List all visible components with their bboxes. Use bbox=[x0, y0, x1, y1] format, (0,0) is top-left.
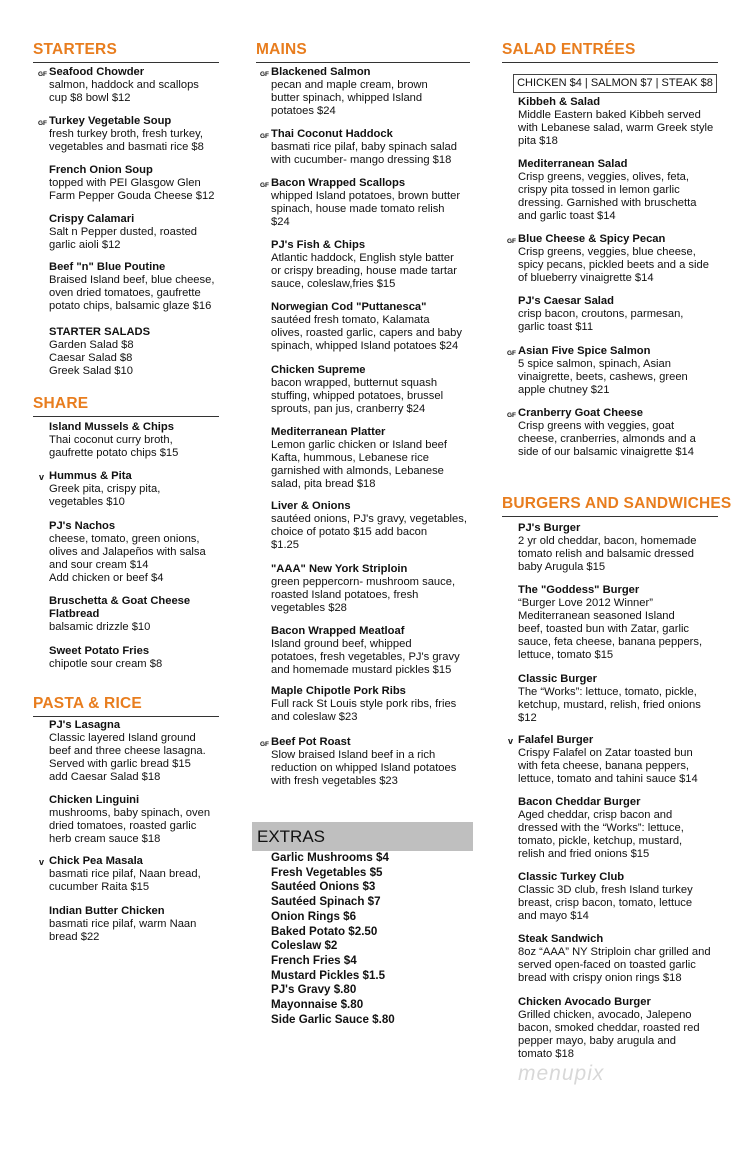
pasta-item bbox=[49, 794, 210, 846]
section-title-mains: MAINS bbox=[256, 41, 307, 58]
burgers-item bbox=[518, 933, 711, 985]
item-description: 2 yr old cheddar, bacon, homemade tomato relish and balsamic dressed baby Arugula $15 bbox=[518, 535, 697, 573]
extras-item: Coleslaw $2 bbox=[271, 939, 338, 953]
salads-item bbox=[507, 345, 688, 397]
extras-header bbox=[252, 822, 473, 851]
item-description: sautéed fresh tomato, Kalamata olives, roasted garlic, capers and baby spinach, whipped Island potatoes $24 bbox=[271, 314, 462, 352]
item-name: "AAA" New York Striploin bbox=[271, 563, 408, 575]
item-name: Mediterranean Platter bbox=[271, 426, 386, 438]
item-name: Crispy Calamari bbox=[49, 213, 135, 225]
item-description: Grilled chicken, avocado, Jalepeno bacon, smoked cheddar, roasted red pepper mayo, baby arugula and tomato $18 bbox=[518, 1009, 700, 1060]
item-description: chipotle sour cream $8 bbox=[49, 658, 163, 670]
extras-item: Garlic Mushrooms $4 bbox=[271, 851, 389, 864]
item-name: Maple Chipotle Pork Ribs bbox=[271, 685, 406, 697]
salads-item bbox=[507, 407, 696, 459]
item-description: Salt n Pepper dusted, roasted garlic aioli $12 bbox=[49, 226, 198, 251]
item-name: Norwegian Cod "Puttanesca" bbox=[271, 301, 427, 313]
item-description: salmon, haddock and scallops cup $8 bowl $12 bbox=[49, 79, 199, 104]
item-description: Classic 3D club, fresh Island turkey breast, crisp bacon, tomato, lettuce and mayo $14 bbox=[518, 884, 693, 922]
mains-item bbox=[260, 128, 457, 167]
item-name: Steak Sandwich bbox=[518, 933, 604, 945]
item-description: Crisp greens with veggies, goat cheese, cranberries, almonds and a side of our balsamic vinaigrette $14 bbox=[518, 420, 696, 458]
pasta-item bbox=[49, 719, 206, 784]
item-description: crisp bacon, croutons, parmesan, garlic toast $11 bbox=[518, 308, 684, 333]
item-description: cheese, tomato, green onions, olives and Jalapeños with salsa and sour cream $14 Add chicken or beef $4 bbox=[49, 533, 206, 584]
item-name: Kibbeh & Salad bbox=[518, 96, 601, 108]
item-description: Crisp greens, veggies, blue cheese, spicy pecans, pickled beets and a side of blueberry vinaigrette $14 bbox=[518, 246, 709, 284]
item-name: Beef Pot Roast bbox=[271, 736, 351, 748]
extras-item: Mustard Pickles $1.5 bbox=[271, 968, 386, 982]
item-name: Cranberry Goat Cheese bbox=[518, 407, 643, 419]
mains-item bbox=[271, 500, 467, 552]
section-rule bbox=[33, 716, 219, 717]
item-name: Mediterranean Salad bbox=[518, 158, 628, 170]
mains-item bbox=[260, 177, 461, 229]
item-name: Chicken Linguini bbox=[49, 794, 140, 806]
item-description: Full rack St Louis style pork ribs, fries and coleslaw $23 bbox=[271, 698, 457, 723]
mains-item bbox=[271, 301, 462, 353]
section-title-salads: SALAD ENTRÉES bbox=[502, 41, 636, 58]
share-item bbox=[49, 421, 178, 460]
item-name: Beef "n" Blue Poutine bbox=[49, 261, 166, 273]
burgers-item bbox=[518, 796, 684, 861]
gluten-free-badge: GF bbox=[507, 412, 517, 419]
item-description: Aged cheddar, crisp bacon and dressed with the “Works”: lettuce, tomato, pickle, ketchup, mustard, relish and fried onions $15 bbox=[518, 809, 684, 860]
item-name: Turkey Vegetable Soup bbox=[49, 115, 172, 127]
share-item bbox=[49, 595, 190, 634]
item-description: 5 spice salmon, spinach, Asian vinaigrette, beets, cashews, green apple chutney $21 bbox=[518, 358, 688, 396]
item-description: Thai coconut curry broth, gaufrette potato chips $15 bbox=[49, 434, 179, 459]
item-description: basmati rice pilaf, warm Naan bread $22 bbox=[49, 918, 197, 943]
mains-item bbox=[271, 685, 456, 724]
gluten-free-badge: GF bbox=[38, 71, 48, 78]
item-description: Garden Salad $8 Caesar Salad $8 Greek Salad $10 bbox=[49, 339, 134, 377]
item-description: basmati rice pilaf, baby spinach salad with cucumber- mango dressing $18 bbox=[271, 141, 457, 166]
mains-item bbox=[271, 426, 447, 491]
gluten-free-badge: GF bbox=[38, 120, 48, 127]
pasta-item bbox=[39, 855, 201, 894]
item-description: Crisp greens, veggies, olives, feta, crispy pita tossed in lemon garlic dressing. Garnished with bruschetta and garlic toast $14 bbox=[518, 171, 697, 222]
vegetarian-badge: v bbox=[508, 736, 514, 746]
item-name: Bacon Wrapped Scallops bbox=[271, 177, 406, 189]
burgers-item bbox=[508, 734, 698, 786]
item-name: The "Goddess" Burger bbox=[518, 584, 640, 596]
item-name: Blue Cheese & Spicy Pecan bbox=[518, 233, 666, 245]
burgers-item bbox=[518, 996, 700, 1061]
item-name: Sweet Potato Fries bbox=[49, 645, 150, 657]
share-item bbox=[49, 645, 162, 671]
item-name: PJ's Caesar Salad bbox=[518, 295, 614, 307]
item-name: PJ's Fish & Chips bbox=[271, 239, 366, 251]
item-description: The “Works”: lettuce, tomato, pickle, ketchup, mustard, relish, fried onions $12 bbox=[518, 686, 701, 724]
item-name: Island Mussels & Chips bbox=[49, 421, 174, 433]
item-description: Crispy Falafel on Zatar toasted bun with feta cheese, banana peppers, lettuce, tomato and tahini sauce $14 bbox=[518, 747, 698, 785]
item-name: Falafel Burger bbox=[518, 734, 594, 746]
item-description: whipped Island potatoes, brown butter spinach, house made tomato relish $24 bbox=[271, 190, 461, 228]
item-description: green peppercorn- mushroom sauce, roasted Island potatoes, fresh vegetables $28 bbox=[271, 576, 456, 614]
item-description: Middle Eastern baked Kibbeh served with Lebanese salad, warm Greek style pita $18 bbox=[518, 109, 714, 147]
starters-item bbox=[38, 66, 199, 105]
salads-item bbox=[518, 158, 696, 223]
item-name: Chicken Supreme bbox=[271, 364, 366, 376]
item-description: bacon wrapped, butternut squash stuffing, whipped potatoes, brussel sprouts, pan jus, cranberry $24 bbox=[271, 377, 444, 415]
starters-item bbox=[49, 164, 214, 203]
starters-item bbox=[49, 326, 150, 378]
extras-item: Sautéed Onions $3 bbox=[271, 880, 376, 894]
item-name: Bacon Wrapped Meatloaf bbox=[271, 625, 405, 637]
salads-item bbox=[507, 233, 709, 285]
extras-list bbox=[271, 851, 395, 1027]
salads-item bbox=[518, 295, 683, 334]
item-name: Asian Five Spice Salmon bbox=[518, 345, 651, 357]
gluten-free-badge: GF bbox=[507, 238, 517, 245]
item-description: 8oz “AAA” NY Striploin char grilled and served open-faced on toasted garlic bread with crispy onion rings $18 bbox=[518, 946, 711, 984]
gluten-free-badge: GF bbox=[260, 182, 270, 189]
item-description: Greek pita, crispy pita, vegetables $10 bbox=[49, 483, 161, 508]
item-name: STARTER SALADS bbox=[49, 326, 151, 338]
extras-item: Onion Rings $6 bbox=[271, 909, 357, 923]
item-description: pecan and maple cream, brown butter spinach, whipped Island potatoes $24 bbox=[271, 79, 428, 117]
share-item bbox=[39, 470, 161, 509]
item-name: Indian Butter Chicken bbox=[49, 905, 165, 917]
item-description: mushrooms, baby spinach, oven dried tomatoes, roasted garlic herb cream sauce $18 bbox=[49, 807, 211, 845]
section-rule bbox=[502, 516, 718, 517]
salad-addons-box: CHICKEN $4 | SALMON $7 | STEAK $8 bbox=[513, 74, 717, 93]
item-description: balsamic drizzle $10 bbox=[49, 621, 151, 633]
section-title-starters: STARTERS bbox=[33, 41, 117, 58]
item-name: Classic Burger bbox=[518, 673, 597, 685]
section-title-share: SHARE bbox=[33, 395, 89, 412]
mains-item bbox=[271, 563, 455, 615]
item-name: Bacon Cheddar Burger bbox=[518, 796, 641, 808]
mains-item bbox=[271, 239, 457, 291]
gluten-free-badge: GF bbox=[260, 741, 270, 748]
item-name: Seafood Chowder bbox=[49, 66, 145, 78]
pasta-item bbox=[49, 905, 196, 944]
item-description: Braised Island beef, blue cheese, oven dried tomatoes, gaufrette potato chips, balsamic glaze $16 bbox=[49, 274, 215, 312]
salads-item bbox=[518, 96, 713, 148]
extras-item: Side Garlic Sauce $.80 bbox=[271, 1012, 395, 1026]
section-title-pasta: PASTA & RICE bbox=[33, 695, 142, 712]
item-description: Classic layered Island ground beef and three cheese lasagna. Served with garlic bread $15 add Caesar Salad $18 bbox=[49, 732, 206, 783]
item-name: PJ's Burger bbox=[518, 522, 581, 534]
item-description: Atlantic haddock, English style batter or crispy breading, house made tartar sauce, coleslaw,fries $15 bbox=[271, 252, 457, 290]
burgers-item bbox=[518, 673, 701, 725]
extras-item: Fresh Vegetables $5 bbox=[271, 865, 383, 879]
item-name: Liver & Onions bbox=[271, 500, 351, 512]
item-description: fresh turkey broth, fresh turkey, vegetables and basmati rice $8 bbox=[49, 128, 204, 153]
item-description: Island ground beef, whipped potatoes, fresh vegetables, PJ's gravy and homemade mustard pickles $15 bbox=[271, 638, 460, 676]
extras-item: Mayonnaise $.80 bbox=[271, 998, 364, 1012]
extras-item: PJ's Gravy $.80 bbox=[271, 983, 357, 997]
section-rule bbox=[33, 416, 219, 417]
section-title-burgers: BURGERS AND SANDWICHES bbox=[502, 495, 732, 512]
item-name: Blackened Salmon bbox=[271, 66, 371, 78]
item-description: sautéed onions, PJ's gravy, vegetables, choice of potato $15 add bacon $1.25 bbox=[271, 513, 467, 551]
burgers-item bbox=[518, 584, 702, 662]
burgers-item bbox=[518, 522, 697, 574]
item-description: “Burger Love 2012 Winner” Mediterranean seasoned Island beef, toasted bun with Zatar, garlic sauce, feta cheese, banana peppers, lettuce, tomato $15 bbox=[518, 597, 703, 661]
gluten-free-badge: GF bbox=[260, 71, 270, 78]
mains-item bbox=[271, 625, 460, 677]
mains-item bbox=[271, 364, 443, 416]
item-name: Thai Coconut Haddock bbox=[271, 128, 393, 140]
mains-item bbox=[260, 736, 457, 788]
share-item bbox=[49, 520, 206, 585]
starters-item bbox=[38, 115, 204, 154]
gluten-free-badge: GF bbox=[260, 133, 270, 140]
item-description: topped with PEI Glasgow Glen Farm Pepper Gouda Cheese $12 bbox=[49, 177, 215, 202]
item-name: PJ's Lasagna bbox=[49, 719, 121, 731]
item-name: Classic Turkey Club bbox=[518, 871, 625, 883]
section-rule bbox=[256, 62, 470, 63]
item-name: PJ's Nachos bbox=[49, 520, 116, 532]
starters-item bbox=[49, 261, 214, 313]
section-rule bbox=[33, 62, 219, 63]
burgers-item bbox=[518, 871, 693, 923]
item-description: Lemon garlic chicken or Island beef Kafta, hummous, Lebanese rice garnished with almonds, Lebanese salad, pita bread $18 bbox=[271, 439, 447, 490]
extras-item: Sautéed Spinach $7 bbox=[271, 895, 381, 909]
item-name: Chick Pea Masala bbox=[49, 855, 143, 867]
vegetarian-badge: v bbox=[39, 472, 45, 482]
extras-title: EXTRAS bbox=[257, 827, 326, 846]
section-rule bbox=[502, 62, 718, 63]
item-description: Slow braised Island beef in a rich reduction on whipped Island potatoes with fresh vegetables $23 bbox=[271, 749, 457, 787]
extras-item: Baked Potato $2.50 bbox=[271, 924, 378, 938]
item-name: Hummus & Pita bbox=[49, 470, 132, 482]
vegetarian-badge: v bbox=[39, 857, 45, 867]
item-name: Chicken Avocado Burger bbox=[518, 996, 651, 1008]
mains-item bbox=[260, 66, 428, 118]
item-description: basmati rice pilaf, Naan bread, cucumber Raita $15 bbox=[49, 868, 201, 893]
watermark: menupix bbox=[518, 1062, 605, 1085]
gluten-free-badge: GF bbox=[507, 350, 517, 357]
starters-item bbox=[49, 213, 197, 252]
extras-item: French Fries $4 bbox=[271, 953, 357, 967]
item-name: French Onion Soup bbox=[49, 164, 153, 176]
item-name: Bruschetta & Goat Cheese Flatbread bbox=[49, 595, 191, 620]
